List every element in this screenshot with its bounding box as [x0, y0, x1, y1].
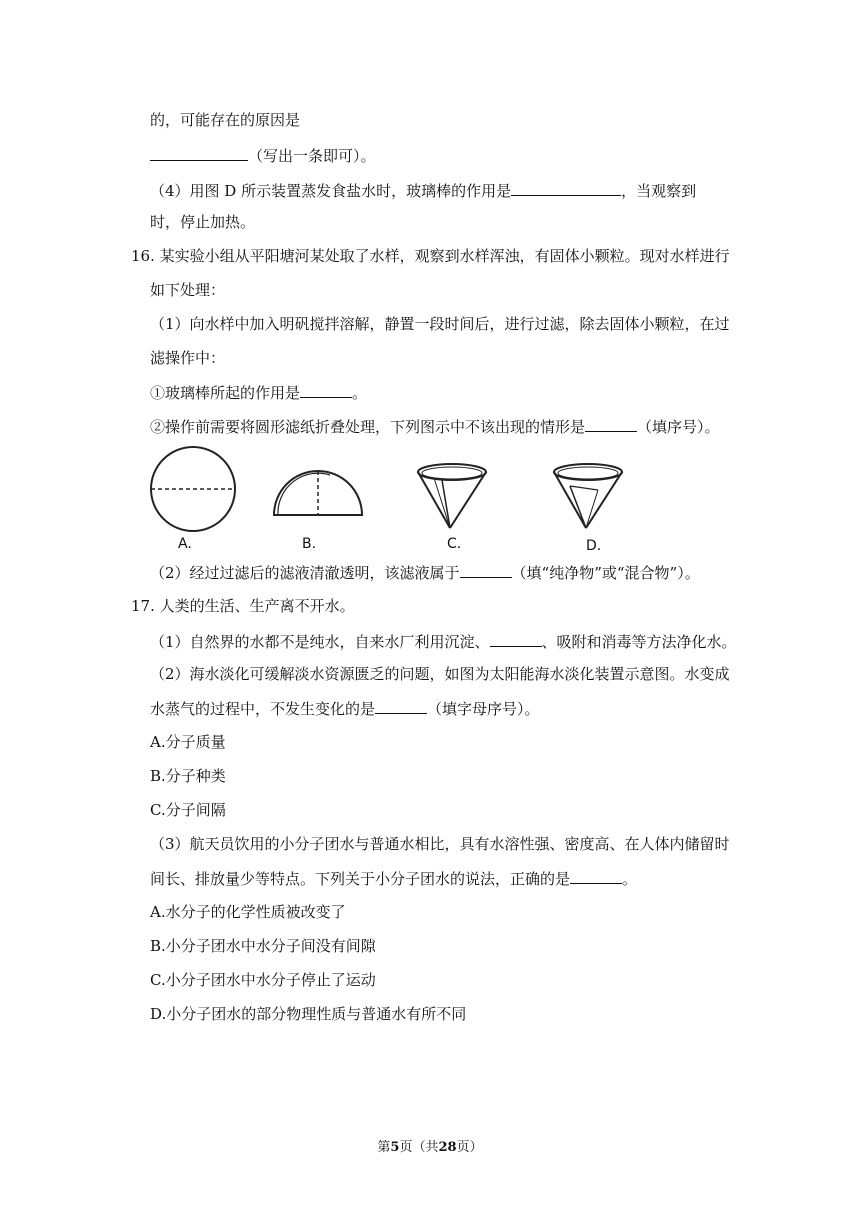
figure-label-d: D. — [586, 538, 602, 554]
line-text: 如下处理： — [150, 281, 226, 299]
answer-blank[interactable] — [570, 868, 622, 884]
line-text: A.分子质量 — [150, 733, 226, 751]
answer-blank[interactable] — [375, 698, 427, 714]
line-text: （填字母序号）。 — [427, 700, 540, 718]
figure-label-a: A. — [178, 536, 192, 552]
line-text: ，当观察到 — [621, 182, 697, 200]
line-text: （填“纯净物”或“混合物”）。 — [511, 564, 700, 582]
line-text: B.分子种类 — [150, 767, 226, 785]
option-line — [150, 1004, 466, 1024]
line-text: （3）航天员饮用的小分子团水与普通水相比，具有水溶性强、密度高、在人体内储留时 — [150, 835, 730, 853]
answer-blank[interactable] — [150, 145, 248, 161]
question-17 — [131, 596, 355, 616]
option-line — [150, 766, 226, 786]
figure-label-b: B. — [302, 536, 317, 552]
text-line — [150, 698, 540, 719]
line-text: 时，停止加热。 — [150, 213, 256, 231]
text-line — [150, 416, 720, 437]
footer-mid: 页（共 — [399, 1140, 439, 1155]
question-16 — [131, 246, 730, 266]
line-text: （1）自然界的水都不是纯水，自来水厂利用沉淀、 — [150, 633, 490, 651]
answer-blank[interactable] — [490, 631, 542, 647]
line-text: ①玻璃棒所起的作用是 — [150, 384, 301, 402]
line-text: （2）经过过滤后的滤液清澈透明，该滤液属于 — [150, 564, 460, 582]
line-text: （写出一条即可）。 — [248, 147, 376, 165]
text-line — [150, 834, 730, 854]
text-line — [150, 180, 696, 201]
line-text: （2）海水淡化可缓解淡水资源匮乏的问题，如图为太阳能海水淡化装置示意图。水变成 — [150, 665, 730, 683]
figure-label-c: C. — [447, 536, 462, 552]
line-text: 17. 人类的生活、生产离不开水。 — [131, 597, 355, 615]
text-line — [150, 314, 730, 334]
filter-paper-figure-a — [148, 445, 240, 535]
line-text: C.分子间隔 — [150, 801, 226, 819]
option-line — [150, 902, 346, 922]
text-line — [150, 145, 376, 166]
line-text: 间长、排放量少等特点。下列关于小分子团水的说法，正确的是 — [150, 870, 571, 888]
line-text: 的，可能存在的原因是 — [150, 111, 301, 129]
text-line — [150, 382, 367, 403]
text-line — [150, 110, 300, 130]
line-text: （1）向水样中加入明矾搅拌溶解，静置一段时间后，进行过滤，除去固体小颗粒，在过 — [150, 315, 730, 333]
line-text: A.水分子的化学性质被改变了 — [150, 903, 346, 921]
line-text: （填序号）。 — [637, 418, 720, 436]
text-line — [150, 631, 737, 652]
line-text: C.小分子团水中水分子停止了运动 — [150, 971, 376, 989]
footer-prefix: 第 — [377, 1140, 391, 1155]
option-line — [150, 970, 376, 990]
filter-paper-figure-c — [412, 460, 492, 532]
footer-page-number: 5 — [390, 1140, 400, 1155]
footer-total-pages: 28 — [438, 1140, 457, 1155]
option-line — [150, 800, 226, 820]
line-text: 。 — [352, 384, 368, 402]
line-text: ②操作前需要将圆形滤纸折叠处理，下列图示中不该出现的情形是 — [150, 418, 586, 436]
page-footer — [0, 1139, 860, 1157]
answer-blank[interactable] — [300, 382, 352, 398]
filter-paper-figure-b — [270, 465, 366, 521]
answer-blank[interactable] — [585, 416, 637, 432]
option-line — [150, 732, 226, 752]
line-text: 。 — [622, 870, 638, 888]
line-text: （4）用图 D 所示装置蒸发食盐水时，玻璃棒的作用是 — [150, 182, 512, 200]
text-line — [150, 212, 255, 232]
filter-paper-figure-d — [548, 460, 628, 532]
line-text: D.小分子团水的部分物理性质与普通水有所不同 — [150, 1005, 467, 1023]
answer-blank[interactable] — [511, 180, 621, 196]
footer-suffix: 页） — [456, 1140, 483, 1155]
text-line — [150, 562, 700, 583]
line-text: 16. 某实验小组从平阳塘河某处取了水样，观察到水样浑浊，有固体小颗粒。现对水样进行 — [131, 247, 730, 265]
text-line — [150, 868, 637, 889]
option-line — [150, 936, 376, 956]
line-text: 、吸附和消毒等方法净化水。 — [541, 633, 737, 651]
text-line — [150, 280, 225, 300]
text-line — [150, 664, 730, 684]
answer-blank[interactable] — [460, 562, 512, 578]
line-text: 滤操作中： — [150, 349, 226, 367]
text-line — [150, 348, 225, 368]
line-text: B.小分子团水中水分子间没有间隙 — [150, 937, 376, 955]
line-text: 水蒸气的过程中，不发生变化的是 — [150, 700, 376, 718]
